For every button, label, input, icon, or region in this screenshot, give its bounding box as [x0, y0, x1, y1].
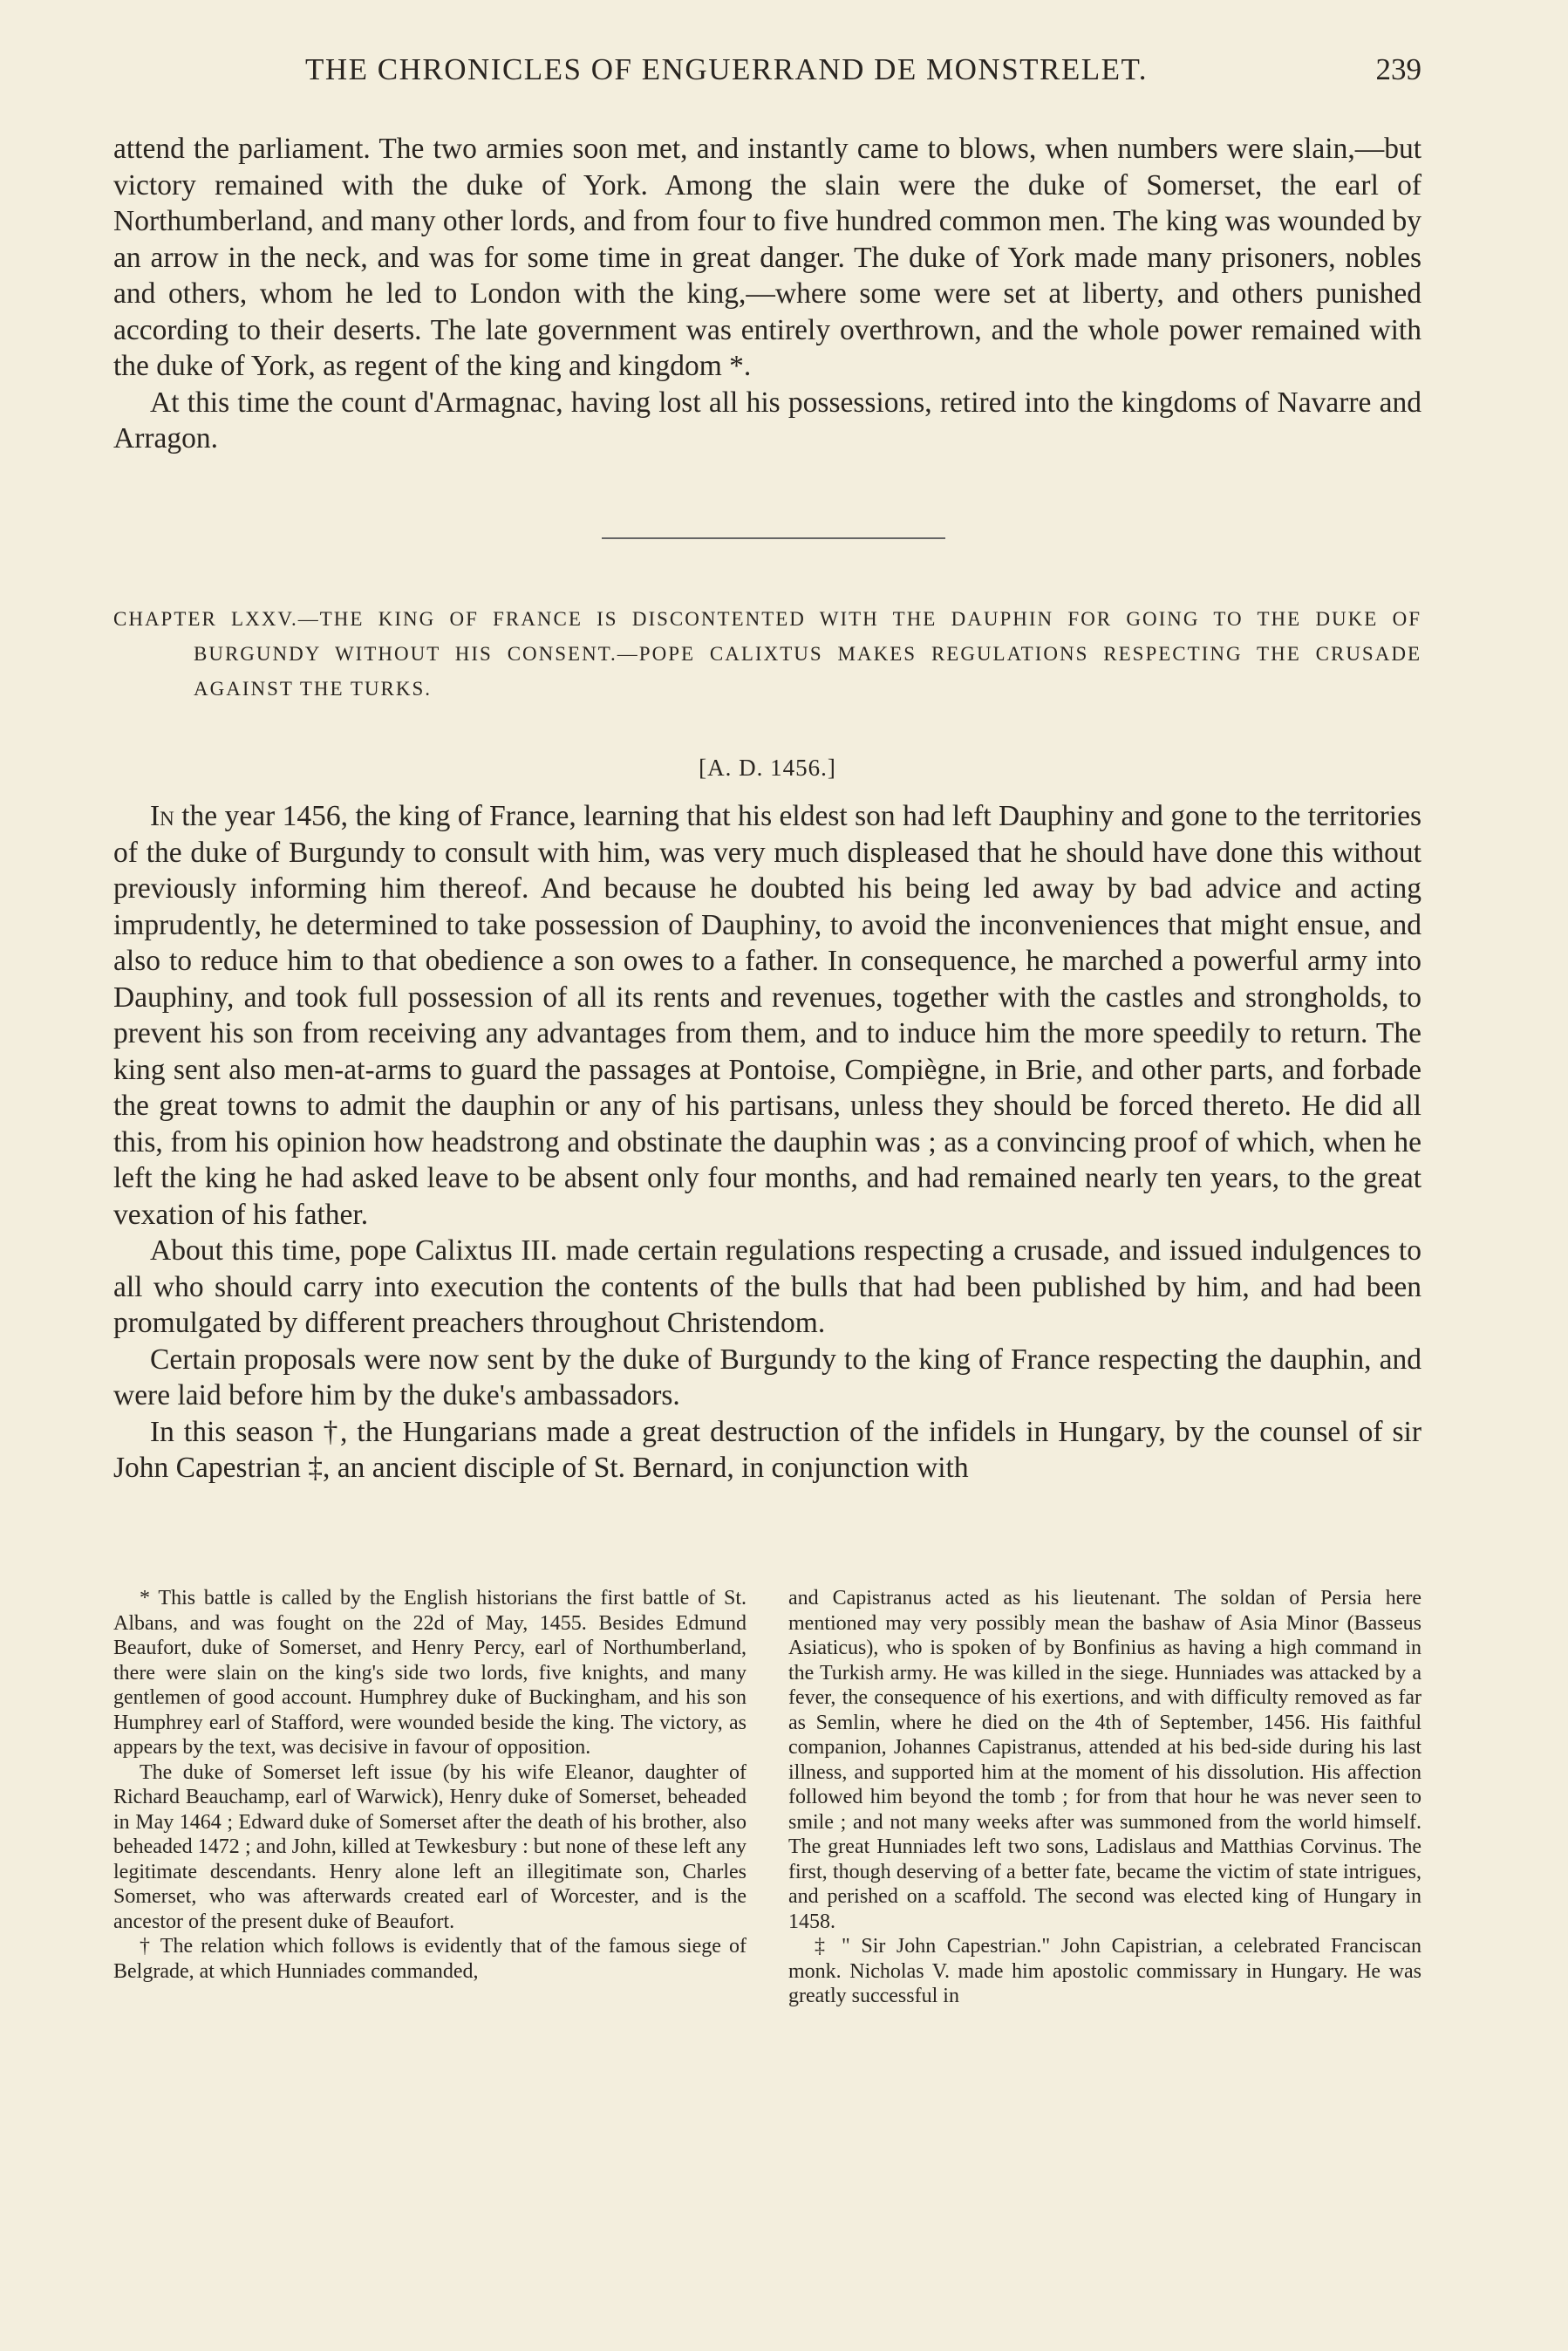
section-divider: [602, 537, 945, 539]
text-block-chapter: [113, 798, 1421, 1486]
paragraph: In this season †, the Hungarians made a great destruction of the infidels in Hungary, by the counsel of sir John Capestrian ‡, an ancient disciple of St. Bernard, in conjunction with: [113, 1415, 1421, 1484]
footnote: The duke of Somerset left issue (by his wife Eleanor, daughter of Richard Beauchamp, earl of Warwick), Henry duke of Somerset, beheaded in May 1464 ; Edward duke of Somerset after the death of his brother, also beheaded 1472 ; and John, killed at Tewkesbury : but none of these left any legitimate descendants. Henry alone left an illegitimate son, Charles Somerset, who was afterwards created earl of Worcester, and is the ancestor of the present duke of Beaufort.: [113, 1760, 747, 1933]
chapter-title: CHAPTER LXXV.—THE KING OF FRANCE IS DISCONTENTED WITH THE DAUPHIN FOR GOING TO THE DUKE OF BURGUNDY WITHOUT HIS CONSENT.—POPE CALIXTUS MAKES REGULATIONS RESPECTING THE CRUSADE AGAINST THE TURKS.: [113, 608, 1421, 700]
footnote-column-left: [113, 1586, 747, 2009]
footnote: ‡ " Sir John Capestrian." John Capistrian, a celebrated Franciscan monk. Nicholas V. made him apostolic commissary in Hungary. He was greatly successful in: [788, 1935, 1421, 2007]
paragraph: attend the parliament. The two armies soon met, and instantly came to blows, when numbers were slain,—but victory remained with the duke of York. Among the slain were the duke of Somerset, the earl of Northumberland, and many other lords, and from four to five hundred common men. The king was wounded by an arrow in the neck, and was for some time in great danger. The duke of York made many prisoners, nobles and others, whom he led to London with the king,—where some were set at liberty, and others punished according to their deserts. The late government was entirely overthrown, and the whole power remained with the duke of York, as regent of the king and kingdom *.: [113, 133, 1421, 382]
opening-word: In: [150, 800, 174, 832]
page-header: [113, 52, 1421, 105]
footnotes: [113, 1586, 1421, 2009]
running-head: THE CHRONICLES OF ENGUERRAND DE MONSTRELET.: [305, 52, 1149, 86]
paragraph: About this time, pope Calixtus III. made certain regulations respecting a crusade, and issued indulgences to all who should carry into execution the contents of the bulls that had been published by him, and had been promulgated by different preachers throughout Christendom.: [113, 1234, 1421, 1339]
paragraph: Certain proposals were now sent by the duke of Burgundy to the king of France respecting the dauphin, and were laid before him by the duke's ambassadors.: [113, 1343, 1421, 1411]
book-page: [113, 0, 1421, 2351]
chapter-heading: [113, 602, 1421, 707]
footnote: and Capistranus acted as his lieutenant. The soldan of Persia here mentioned may very possibly mean the bashaw of Asia Minor (Basseus Asiaticus), who is spoken of by Bonfinius as having a high command in the Turkish army. He was killed in the siege. Hunniades was attacked by a fever, the consequence of his exertions, and with difficulty removed as far as Semlin, where he died on the 4th of September, 1456. His faithful companion, Johannes Capistranus, attended at his bed-side during his last illness, and supported him at the moment of his dissolution. His affection followed him beyond the tomb ; for from that hour he was never seen to smile ; and not many weeks after was summoned from the world himself. The great Hunniades left two sons, Ladislaus and Matthias Corvinus. The first, though deserving of a better fate, became the victim of state intrigues, and perished on a scaffold. The second was elected king of Hungary in 1458.: [788, 1587, 1421, 1933]
paragraph: [113, 798, 1421, 1233]
page-number: 239: [1375, 52, 1421, 86]
footnote-column-right: [788, 1586, 1421, 2009]
footnote: * This battle is called by the English historians the first battle of St. Albans, and was fought on the 22d of May, 1455. Besides Edmund Beaufort, duke of Somerset, and Henry Percy, earl of Northumberland, there were slain on the king's side two lords, five knights, and many gentlemen of good account. Humphrey duke of Buckingham, and his son Humphrey earl of Stafford, were wounded beside the king. The victory, as appears by the text, was decisive in favour of opposition.: [113, 1587, 747, 1759]
chapter-date: [A. D. 1456.]: [699, 755, 836, 781]
text-block-continuation: [113, 131, 1421, 457]
paragraph: At this time the count d'Armagnac, having lost all his possessions, retired into the kingdoms of Navarre and Arragon.: [113, 386, 1421, 454]
paragraph-text: the year 1456, the king of France, learning that his eldest son had left Dauphiny and gone to the territories of the duke of Burgundy to consult with him, was very much displeased that he should have done this without previously informing him thereof. And because he doubted his being led away by bad advice and acting imprudently, he determined to take possession of Dauphiny, to avoid the inconveniences that might ensue, and also to reduce him to that obedience a son owes to a father. In consequence, he marched a powerful army into Dauphiny, and took full possession of all its rents and revenues, together with the castles and strongholds, to prevent his son from receiving any advantages from them, and to induce him the more speedily to return. The king sent also men-at-arms to guard the passages at Pontoise, Compiègne, in Brie, and other parts, and forbade the great towns to admit the dauphin or any of his partisans, unless they should be forced thereto. He did all this, from his opinion how headstrong and obstinate the dauphin was ; as a convincing proof of which, when he left the king he had asked leave to be absent only four months, and had remained nearly ten years, to the great vexation of his father.: [113, 800, 1421, 1231]
footnote: † The relation which follows is evidently that of the famous siege of Belgrade, at which Hunniades commanded,: [113, 1935, 747, 1983]
